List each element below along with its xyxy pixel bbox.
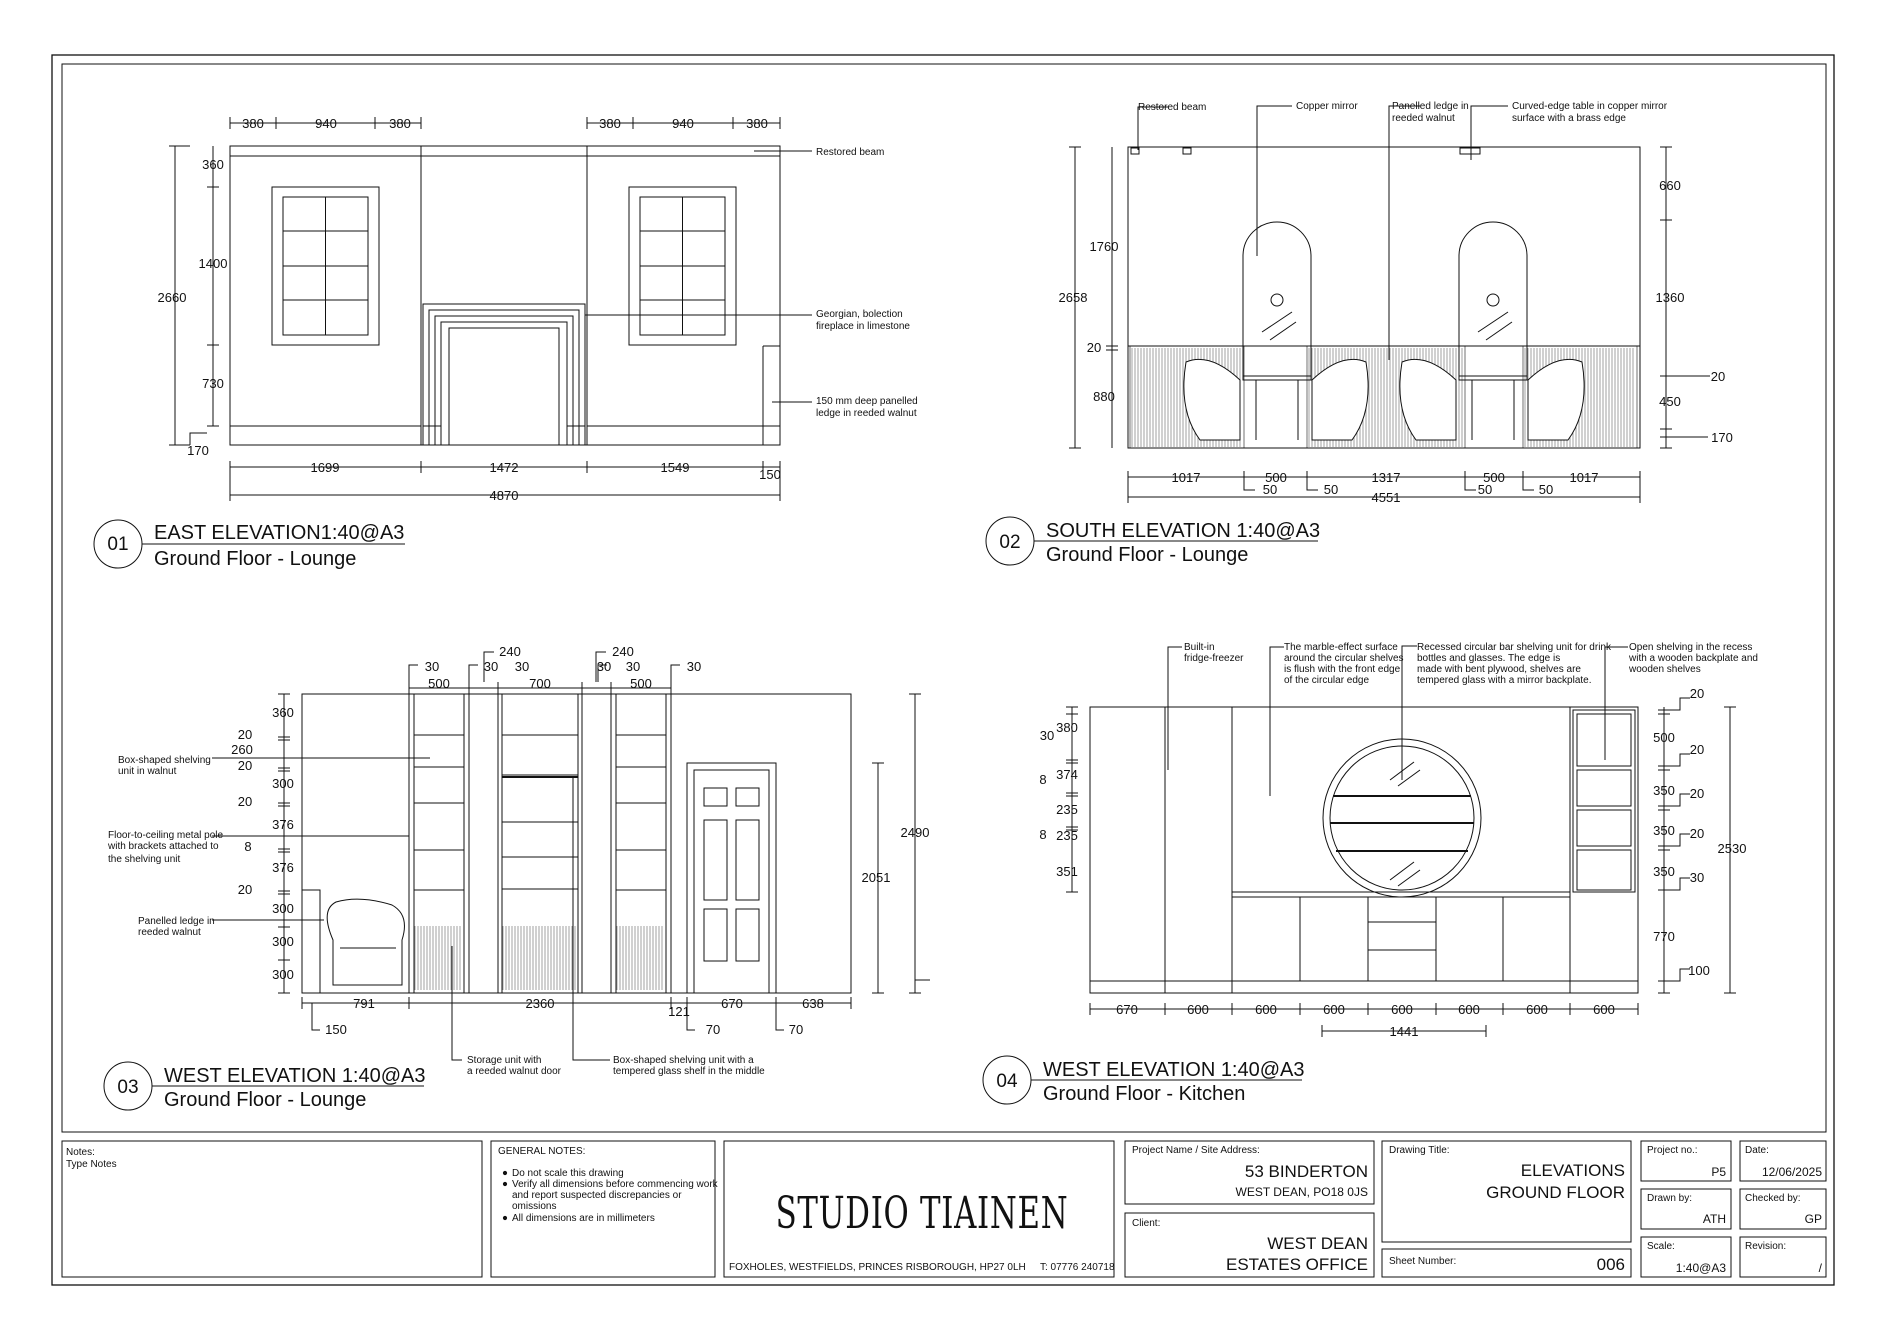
dim-label: 1760: [1089, 239, 1119, 254]
inner-border: [62, 64, 1826, 1132]
dim-label: 30: [424, 659, 440, 674]
annotation: Restored beam: [1138, 102, 1207, 113]
dim-label: 1317: [1371, 470, 1401, 485]
general-note: All dimensions are in millimeters: [512, 1213, 655, 1224]
copper-mirror-right: [1459, 222, 1527, 378]
dim-label: 300: [272, 967, 294, 982]
dim-label: 376: [272, 817, 294, 832]
annotation: the shelving unit: [108, 854, 181, 865]
copper-mirror-left: [1243, 222, 1311, 378]
annotation: is flush with the front edge: [1284, 664, 1401, 675]
sheet-number: 006: [1596, 1255, 1625, 1274]
view-title: SOUTH ELEVATION 1:40@A3: [1046, 520, 1321, 542]
armchair: [327, 899, 404, 985]
dim-label: 600: [1458, 1002, 1480, 1017]
dim-label: 20: [1689, 826, 1705, 841]
annotation: fridge-freezer: [1184, 653, 1244, 664]
dim-label: 50: [1323, 482, 1339, 497]
annotation: wooden shelves: [1629, 664, 1701, 675]
annotation: Copper mirror: [1296, 101, 1358, 112]
annotation: Box-shaped shelving unit with a: [613, 1055, 754, 1066]
annotation: tempered glass shelf in the middle: [613, 1066, 765, 1077]
view-subtitle: Ground Floor - Kitchen: [1043, 1083, 1246, 1105]
dim-label: 20: [237, 727, 253, 742]
dim-label: 20: [237, 794, 253, 809]
drawing-title-1: ELEVATIONS: [1520, 1161, 1625, 1180]
dim-label: 260: [231, 742, 253, 757]
dim-label: 240: [612, 644, 634, 659]
dim-label: 1017: [1569, 470, 1599, 485]
dim-label: 20: [1689, 742, 1705, 757]
dim-label: 170: [187, 443, 209, 458]
dim-label: 500: [1653, 730, 1675, 745]
scale-label: Scale:: [1647, 1241, 1675, 1252]
dim-label: 20: [1689, 786, 1705, 801]
annotation: ledge in reeded walnut: [816, 408, 917, 419]
dim-label: 600: [1593, 1002, 1615, 1017]
annotation: Georgian, bolection: [816, 309, 903, 320]
sheet-number-label: Sheet Number:: [1389, 1256, 1457, 1267]
dim-label: 30: [514, 659, 530, 674]
dim-label: 2490: [900, 825, 930, 840]
dim-label: 350: [1653, 783, 1675, 798]
dim-label: 1472: [489, 460, 519, 475]
dim-label: 380: [389, 116, 411, 131]
drawing-title-label: Drawing Title:: [1389, 1145, 1450, 1156]
dim-label: 380: [599, 116, 621, 131]
general-note: and report suspected discrepancies or: [512, 1190, 682, 1201]
annotation: surface with a brass edge: [1512, 113, 1626, 124]
studio-phone: T: 07776 240718: [1040, 1262, 1115, 1273]
dim-label: 150: [325, 1022, 347, 1037]
dim-label: 70: [788, 1022, 804, 1037]
view-subtitle: Ground Floor - Lounge: [1046, 544, 1249, 566]
dim-label: 30: [686, 659, 702, 674]
dim-label: 450: [1659, 394, 1681, 409]
drawn-by: ATH: [1702, 1212, 1726, 1226]
annotation: Recessed circular bar shelving unit for drink: [1417, 642, 1611, 653]
studio-address: FOXHOLES, WESTFIELDS, PRINCES RISBOROUGH, HP27 0LH: [729, 1262, 1026, 1273]
door: [687, 763, 776, 993]
project-address: WEST DEAN, PO18 0JS: [1235, 1185, 1368, 1199]
annotation: unit in walnut: [118, 766, 177, 777]
dim-label: 2530: [1717, 841, 1747, 856]
dim-label: 380: [242, 116, 264, 131]
dim-label: 20: [1689, 686, 1705, 701]
dim-label: 660: [1659, 178, 1681, 193]
dim-label: 770: [1653, 929, 1675, 944]
dim-label: 8: [1039, 772, 1047, 787]
east-elevation: [169, 117, 812, 501]
fireplace: [423, 304, 585, 445]
annotation: bottles and glasses. The edge is: [1417, 653, 1561, 664]
client-name-1: WEST DEAN: [1267, 1234, 1368, 1253]
dim-label: 20: [237, 882, 253, 897]
view-number: 01: [107, 534, 129, 555]
view-subtitle: Ground Floor - Lounge: [164, 1089, 367, 1111]
project-no: P5: [1711, 1165, 1726, 1179]
dim-label: 600: [1391, 1002, 1413, 1017]
view-title: EAST ELEVATION1:40@A3: [154, 522, 405, 544]
dim-label: 300: [272, 934, 294, 949]
dim-label: 2051: [861, 870, 891, 885]
dim-label: 350: [1653, 864, 1675, 879]
dim-label: 638: [802, 996, 824, 1011]
west-kitchen-elevation: [1066, 646, 1736, 1037]
annotation: reeded walnut: [138, 927, 201, 938]
view-number: 02: [999, 532, 1021, 553]
dim-label: 600: [1526, 1002, 1548, 1017]
dim-label: 8: [1039, 827, 1047, 842]
annotation: of the circular edge: [1284, 675, 1370, 686]
dim-label: 150: [759, 467, 781, 482]
dim-label: 2660: [157, 290, 187, 305]
dim-label: 374: [1056, 767, 1078, 782]
annotation: Restored beam: [816, 147, 885, 158]
dim-label: 30: [596, 659, 612, 674]
checked-by: GP: [1804, 1212, 1822, 1226]
dim-label: 791: [353, 996, 375, 1011]
shelving-units: [409, 694, 671, 993]
view-title: WEST ELEVATION 1:40@A3: [164, 1065, 426, 1087]
dim-label: 700: [529, 676, 551, 691]
project-no-label: Project no.:: [1647, 1145, 1698, 1156]
dim-label: 500: [1265, 470, 1287, 485]
dim-label: 360: [202, 157, 224, 172]
south-elevation: [1069, 106, 1710, 503]
annotation: Curved-edge table in copper mirror: [1512, 101, 1668, 112]
project-name: 53 BINDERTON: [1244, 1162, 1368, 1181]
dim-label: 600: [1255, 1002, 1277, 1017]
annotation: with brackets attached to: [108, 841, 219, 852]
dim-label: 300: [272, 901, 294, 916]
general-note: Do not scale this drawing: [512, 1168, 624, 1179]
dim-label: 380: [1056, 720, 1078, 735]
dim-label: 1441: [1389, 1024, 1419, 1039]
view-title: WEST ELEVATION 1:40@A3: [1043, 1059, 1305, 1081]
project-label: Project Name / Site Address:: [1132, 1145, 1260, 1156]
annotation: Storage unit with: [467, 1055, 542, 1066]
dim-label: 50: [1538, 482, 1554, 497]
client-label: Client:: [1132, 1218, 1161, 1229]
dim-label: 1699: [310, 460, 340, 475]
general-note: Verify all dimensions before commencing work: [512, 1179, 718, 1190]
checked-by-label: Checked by:: [1745, 1193, 1801, 1204]
annotation: Box-shaped shelving: [118, 755, 211, 766]
dim-label: 20: [1710, 369, 1726, 384]
view-number: 03: [117, 1077, 139, 1098]
client-name-2: ESTATES OFFICE: [1226, 1255, 1368, 1274]
dim-label: 500: [630, 676, 652, 691]
drawn-by-label: Drawn by:: [1647, 1193, 1693, 1204]
annotation: Floor-to-ceiling metal pole: [108, 830, 224, 841]
dim-label: 1400: [198, 256, 228, 271]
general-note: omissions: [512, 1201, 557, 1212]
dim-label: 1549: [660, 460, 690, 475]
dim-label: 50: [1262, 482, 1278, 497]
dim-label: 730: [202, 376, 224, 391]
dim-label: 1360: [1655, 290, 1685, 305]
dim-label: 30: [483, 659, 499, 674]
dim-label: 170: [1711, 430, 1733, 445]
annotation: fireplace in limestone: [816, 321, 910, 332]
revision-label: Revision:: [1745, 1241, 1787, 1252]
view-number: 04: [996, 1071, 1018, 1092]
dim-label: 70: [705, 1022, 721, 1037]
dim-label: 4870: [489, 488, 519, 503]
revision-value: /: [1818, 1261, 1822, 1275]
dim-label: 2360: [525, 996, 555, 1011]
dim-label: 20: [1086, 340, 1102, 355]
notes-value: Type Notes: [66, 1159, 117, 1170]
dim-label: 30: [625, 659, 641, 674]
dim-label: 600: [1187, 1002, 1209, 1017]
dim-label: 240: [499, 644, 521, 659]
dim-label: 100: [1688, 963, 1710, 978]
dim-label: 121: [668, 1004, 690, 1019]
annotation: Built-in: [1184, 642, 1215, 653]
dim-label: 351: [1056, 864, 1078, 879]
notes-label: Notes:: [66, 1147, 95, 1158]
annotation: tempered glass with a mirror backplate.: [1417, 675, 1592, 686]
annotation: with a wooden backplate and: [1629, 653, 1758, 664]
dim-label: 500: [428, 676, 450, 691]
dim-label: 600: [1323, 1002, 1345, 1017]
scale-value: 1:40@A3: [1675, 1261, 1726, 1275]
dim-label: 235: [1056, 828, 1078, 843]
dim-label: 940: [315, 116, 337, 131]
annotation: made with bent plywood, shelves are: [1417, 664, 1581, 675]
dim-label: 20: [237, 758, 253, 773]
dim-label: 350: [1653, 823, 1675, 838]
dim-label: 940: [672, 116, 694, 131]
dim-label: 500: [1483, 470, 1505, 485]
dim-label: 8: [244, 839, 252, 854]
drawing-title-2: GROUND FLOOR: [1486, 1183, 1625, 1202]
annotation: 150 mm deep panelled: [816, 396, 918, 407]
annotation: Open shelving in the recess: [1629, 642, 1753, 653]
view-subtitle: Ground Floor - Lounge: [154, 548, 357, 570]
dim-label: 376: [272, 860, 294, 875]
dim-label: 880: [1093, 389, 1115, 404]
date-value: 12/06/2025: [1761, 1165, 1822, 1179]
annotation: reeded walnut: [1392, 113, 1455, 124]
dim-label: 1017: [1171, 470, 1201, 485]
dim-label: 30: [1039, 728, 1055, 743]
general-notes-label: GENERAL NOTES:: [498, 1146, 586, 1157]
dim-label: 670: [721, 996, 743, 1011]
dim-label: 360: [272, 705, 294, 720]
date-label: Date:: [1745, 1145, 1769, 1156]
dim-label: 4551: [1371, 490, 1401, 505]
dim-label: 2658: [1058, 290, 1088, 305]
annotation: Panelled ledge in: [138, 916, 215, 927]
dim-label: 30: [1689, 870, 1705, 885]
dim-label: 235: [1056, 802, 1078, 817]
dim-label: 380: [746, 116, 768, 131]
dim-label: 300: [272, 776, 294, 791]
studio-logo: STUDIO TIAINEN: [775, 1187, 1069, 1239]
annotation: The marble-effect surface: [1284, 642, 1398, 653]
annotation: Panelled ledge in: [1392, 101, 1469, 112]
dim-label: 50: [1477, 482, 1493, 497]
annotation: around the circular shelves: [1284, 653, 1404, 664]
annotation: a reeded walnut door: [467, 1066, 561, 1077]
dim-label: 670: [1116, 1002, 1138, 1017]
